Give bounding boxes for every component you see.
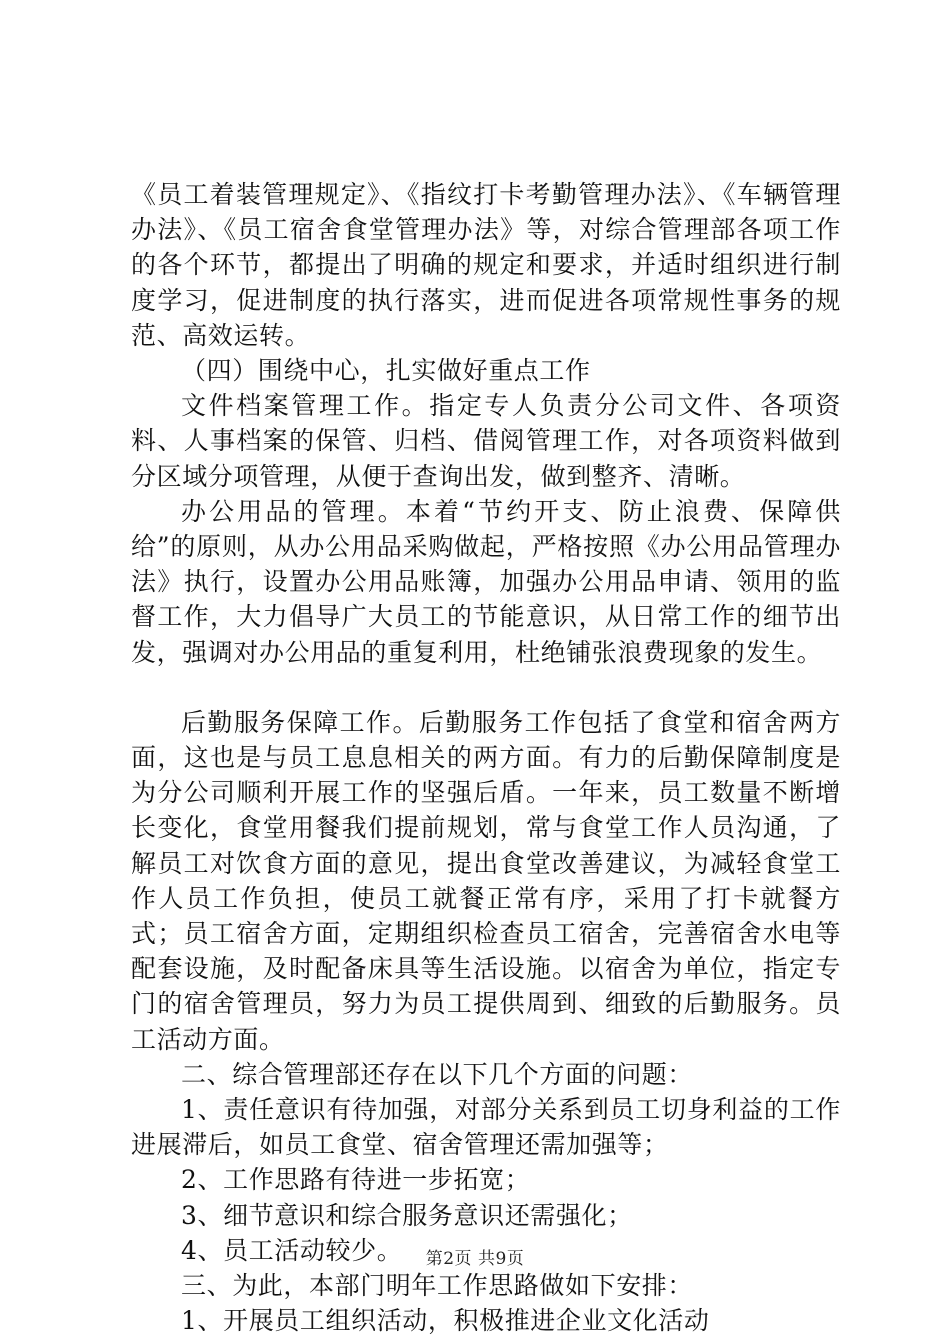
plan-item-1: 1、开展员工组织活动，积极推进企业文化活动 [181,1306,710,1336]
page-number-footer: 第2页 共9页 [425,1249,525,1269]
problem-item-2: 2、工作思路有待进一步拓宽； [181,1165,531,1195]
paragraph-regulations: 《员工着装管理规定》、《指纹打卡考勤管理办法》、《车辆管理办法》、《员工宿舍食堂管理办法》等，对综合管理部各项工作的各个环节，都提出了明确的规定和要求，并适时组织进行制度学习，促进制度的执行落实，进而促进各项常规性事务的规范、高效运转。 [131,180,841,350]
section-heading-four: （四）围绕中心，扎实做好重点工作 [181,356,591,386]
paragraph-office-supplies: 办公用品的管理。本着“节约开支、防止浪费、保障供给”的原则，从办公用品采购做起，严格按照《办公用品管理办法》执行，设置办公用品账簿，加强办公用品申请、领用的监督工作，大力倡导广大员工的节能意识，从日常工作的细节出发，强调对办公用品的重复利用，杜绝铺张浪费现象的发生。 [131,496,841,667]
paragraph-logistics: 后勤服务保障工作。后勤服务工作包括了食堂和宿舍两方面，这也是与员工息息相关的两方面。有力的后勤保障制度是为分公司顺利开展工作的坚强后盾。一年来，员工数量不断增长变化，食堂用餐我们提前规划，常与食堂工作人员沟通，了解员工对饮食方面的意见，提出食堂改善建议，为减轻食堂工作人员工作负担，使员工就餐正常有序，采用了打卡就餐方式；员工宿舍方面，定期组织检查员工宿舍，完善宿舍水电等配套设施，及时配备床具等生活设施。以宿舍为单位，指定专门的宿舍管理员，努力为员工提供周到、细致的后勤服务。员工活动方面。 [131,707,841,1054]
problem-item-4: 4、员工活动较少。 [181,1235,403,1265]
paragraph-gap [131,670,841,705]
section-heading-problems: 二、综合管理部还存在以下几个方面的问题： [181,1059,694,1089]
document-body [131,177,841,1339]
problem-item-3: 3、细节意识和综合服务意识还需强化； [181,1200,633,1230]
paragraph-archive-management: 文件档案管理工作。指定专人负责分公司文件、各项资料、人事档案的保管、归档、借阅管理工作，对各项资料做到分区域分项管理，从便于查询出发，做到整齐、清晰。 [131,391,841,491]
section-heading-plan: 三、为此，本部门明年工作思路做如下安排： [181,1271,694,1301]
problem-item-1: 1、责任意识有待加强，对部分关系到员工切身利益的工作进展滞后，如员工食堂、宿舍管理还需加强等； [131,1095,841,1160]
